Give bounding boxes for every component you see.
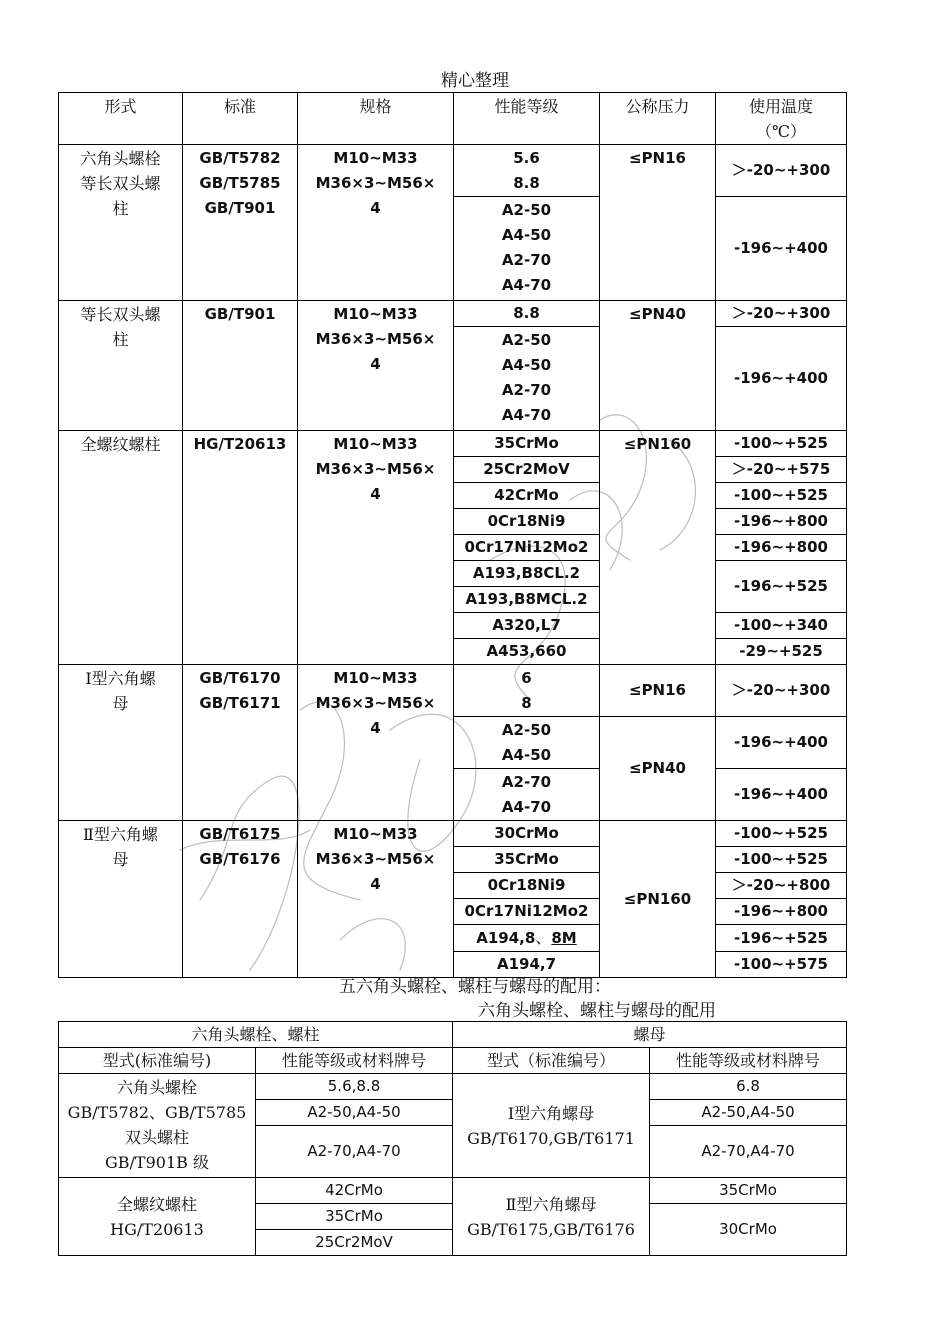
cell-spec: M10~M33 M36×3~M56× 4 [298, 821, 454, 978]
table-row [59, 301, 847, 327]
subheader-grade: 性能等级或材料牌号 [650, 1048, 847, 1074]
cell-grade: 42CrMo [454, 483, 600, 509]
cell-grade: 0Cr18Ni9 [454, 873, 600, 899]
cell-standard: GB/T901 [183, 301, 298, 431]
cell-temp: -196~+525 [716, 561, 847, 613]
col-header-temp [716, 93, 847, 145]
header-title: 精心整理 [441, 71, 509, 91]
cell-temp: -196~+525 [716, 925, 847, 952]
cell-grade: 35CrMo [454, 847, 600, 873]
cell-spec: M10~M33 M36×3~M56× 4 [298, 145, 454, 301]
cell-standard: GB/T6170 GB/T6171 [183, 665, 298, 821]
cell-grade: 35CrMo [454, 431, 600, 457]
cell-spec: M10~M33 M36×3~M56× 4 [298, 301, 454, 431]
cell-temp: -196~+400 [716, 197, 847, 301]
table-header-row [59, 93, 847, 145]
cell-spec: M10~M33 M36×3~M56× 4 [298, 665, 454, 821]
cell-grade: A2-50 A4-50 [454, 717, 600, 769]
cell-nut-grade: A2-50,A4-50 [650, 1100, 847, 1126]
cell-form: Ⅰ型六角螺 母 [59, 665, 183, 821]
cell-temp: -196~+800 [716, 509, 847, 535]
cell-bolt-grade: A2-50,A4-50 [256, 1100, 453, 1126]
cell-temp: -100~+575 [716, 952, 847, 978]
cell-grade: 0Cr18Ni9 [454, 509, 600, 535]
cell-standard: HG/T20613 [183, 431, 298, 665]
cell-temp: -100~+525 [716, 847, 847, 873]
cell-form: Ⅱ型六角螺 母 [59, 821, 183, 978]
col-header-standard: 标准 [183, 93, 298, 145]
cell-nut-grade: A2-70,A4-70 [650, 1126, 847, 1178]
cell-grade: 5.6 8.8 [454, 145, 600, 197]
cell-temp: -196~+400 [716, 327, 847, 431]
cell-grade: A193,B8CL.2 [454, 561, 600, 587]
cell-pressure: ≤PN16 [600, 145, 716, 301]
table-row [59, 1074, 847, 1100]
cell-grade: 30CrMo [454, 821, 600, 847]
col-header-temp-unit: （℃） [756, 122, 806, 141]
cell-grade: 0Cr17Ni12Mo2 [454, 899, 600, 925]
table-row [59, 665, 847, 717]
subheader-grade: 性能等级或材料牌号 [256, 1048, 453, 1074]
cell-temp: -196~+800 [716, 535, 847, 561]
cell-bolt-grade: 42CrMo [256, 1178, 453, 1204]
cell-nut-type: Ⅰ型六角螺母 GB/T6170,GB/T6171 [453, 1074, 650, 1178]
cell-temp: -100~+525 [716, 821, 847, 847]
cell-temp: ＞-20~+300 [716, 145, 847, 197]
cell-temp: ＞-20~+300 [716, 665, 847, 717]
table-caption: 六角头螺栓、螺柱与螺母的配用 [478, 1001, 716, 1021]
cell-grade: A2-50 A4-50 A2-70 A4-70 [454, 197, 600, 301]
col-header-form: 形式 [59, 93, 183, 145]
cell-grade: 8.8 [454, 301, 600, 327]
cell-bolt-grade: A2-70,A4-70 [256, 1126, 453, 1178]
cell-grade: A320,L7 [454, 613, 600, 639]
cell-temp: -196~+800 [716, 899, 847, 925]
subheader-type: 型式（标准编号） [453, 1048, 650, 1074]
table-row [59, 821, 847, 847]
col-header-grade: 性能等级 [454, 93, 600, 145]
cell-form: 全螺纹螺柱 [59, 431, 183, 665]
cell-pressure: ≤PN160 [600, 821, 716, 978]
header-bolts: 六角头螺栓、螺柱 [59, 1022, 453, 1048]
cell-grade: 25Cr2MoV [454, 457, 600, 483]
cell-form: 等长双头螺 柱 [59, 301, 183, 431]
cell-nut-grade: 30CrMo [650, 1204, 847, 1256]
cell-temp: -196~+400 [716, 717, 847, 769]
cell-temp: ＞-20~+575 [716, 457, 847, 483]
bolt-nut-pairing-table [58, 1021, 847, 1256]
cell-temp: -100~+340 [716, 613, 847, 639]
cell-grade: A453,660 [454, 639, 600, 665]
cell-temp: -29~+525 [716, 639, 847, 665]
cell-temp: -196~+400 [716, 769, 847, 821]
cell-pressure: ≤PN40 [600, 301, 716, 431]
table-row [59, 431, 847, 457]
cell-nut-grade: 35CrMo [650, 1178, 847, 1204]
cell-bolt-grade: 5.6,8.8 [256, 1074, 453, 1100]
header-nuts: 螺母 [453, 1022, 847, 1048]
cell-temp: ＞-20~+800 [716, 873, 847, 899]
cell-nut-grade: 6.8 [650, 1074, 847, 1100]
cell-nut-type: Ⅱ型六角螺母 GB/T6175,GB/T6176 [453, 1178, 650, 1256]
fastener-spec-table [58, 92, 847, 978]
cell-grade: 6 8 [454, 665, 600, 717]
cell-standard: GB/T5782 GB/T5785 GB/T901 [183, 145, 298, 301]
col-header-spec: 规格 [298, 93, 454, 145]
subheader-type: 型式(标准编号) [59, 1048, 256, 1074]
cell-bolt-grade: 25Cr2MoV [256, 1230, 453, 1256]
table-header-row [59, 1022, 847, 1048]
cell-bolt-type: 六角头螺栓 GB/T5782、GB/T5785 双头螺柱 GB/T901B 级 [59, 1074, 256, 1178]
cell-temp: ＞-20~+300 [716, 301, 847, 327]
cell-temp: -100~+525 [716, 431, 847, 457]
cell-pressure: ≤PN16 [600, 665, 716, 717]
cell-spec: M10~M33 M36×3~M56× 4 [298, 431, 454, 665]
cell-standard: GB/T6175 GB/T6176 [183, 821, 298, 978]
cell-pressure: ≤PN160 [600, 431, 716, 665]
section-caption: 五六角头螺栓、螺柱与螺母的配用： [339, 977, 611, 997]
cell-temp: -100~+525 [716, 483, 847, 509]
cell-bolt-grade: 35CrMo [256, 1204, 453, 1230]
table-row [59, 145, 847, 197]
cell-grade: A2-50 A4-50 A2-70 A4-70 [454, 327, 600, 431]
cell-grade: A193,B8MCL.2 [454, 587, 600, 613]
col-header-temp-label: 使用温度 [748, 97, 813, 116]
col-header-pressure: 公称压力 [600, 93, 716, 145]
table-subheader-row [59, 1048, 847, 1074]
cell-grade: A194,8、8M [454, 925, 600, 952]
cell-grade: A2-70 A4-70 [454, 769, 600, 821]
cell-pressure: ≤PN40 [600, 717, 716, 821]
table-row [59, 1178, 847, 1204]
cell-grade: 0Cr17Ni12Mo2 [454, 535, 600, 561]
cell-bolt-type: 全螺纹螺柱 HG/T20613 [59, 1178, 256, 1256]
cell-form: 六角头螺栓 等长双头螺 柱 [59, 145, 183, 301]
cell-grade: A194,7 [454, 952, 600, 978]
